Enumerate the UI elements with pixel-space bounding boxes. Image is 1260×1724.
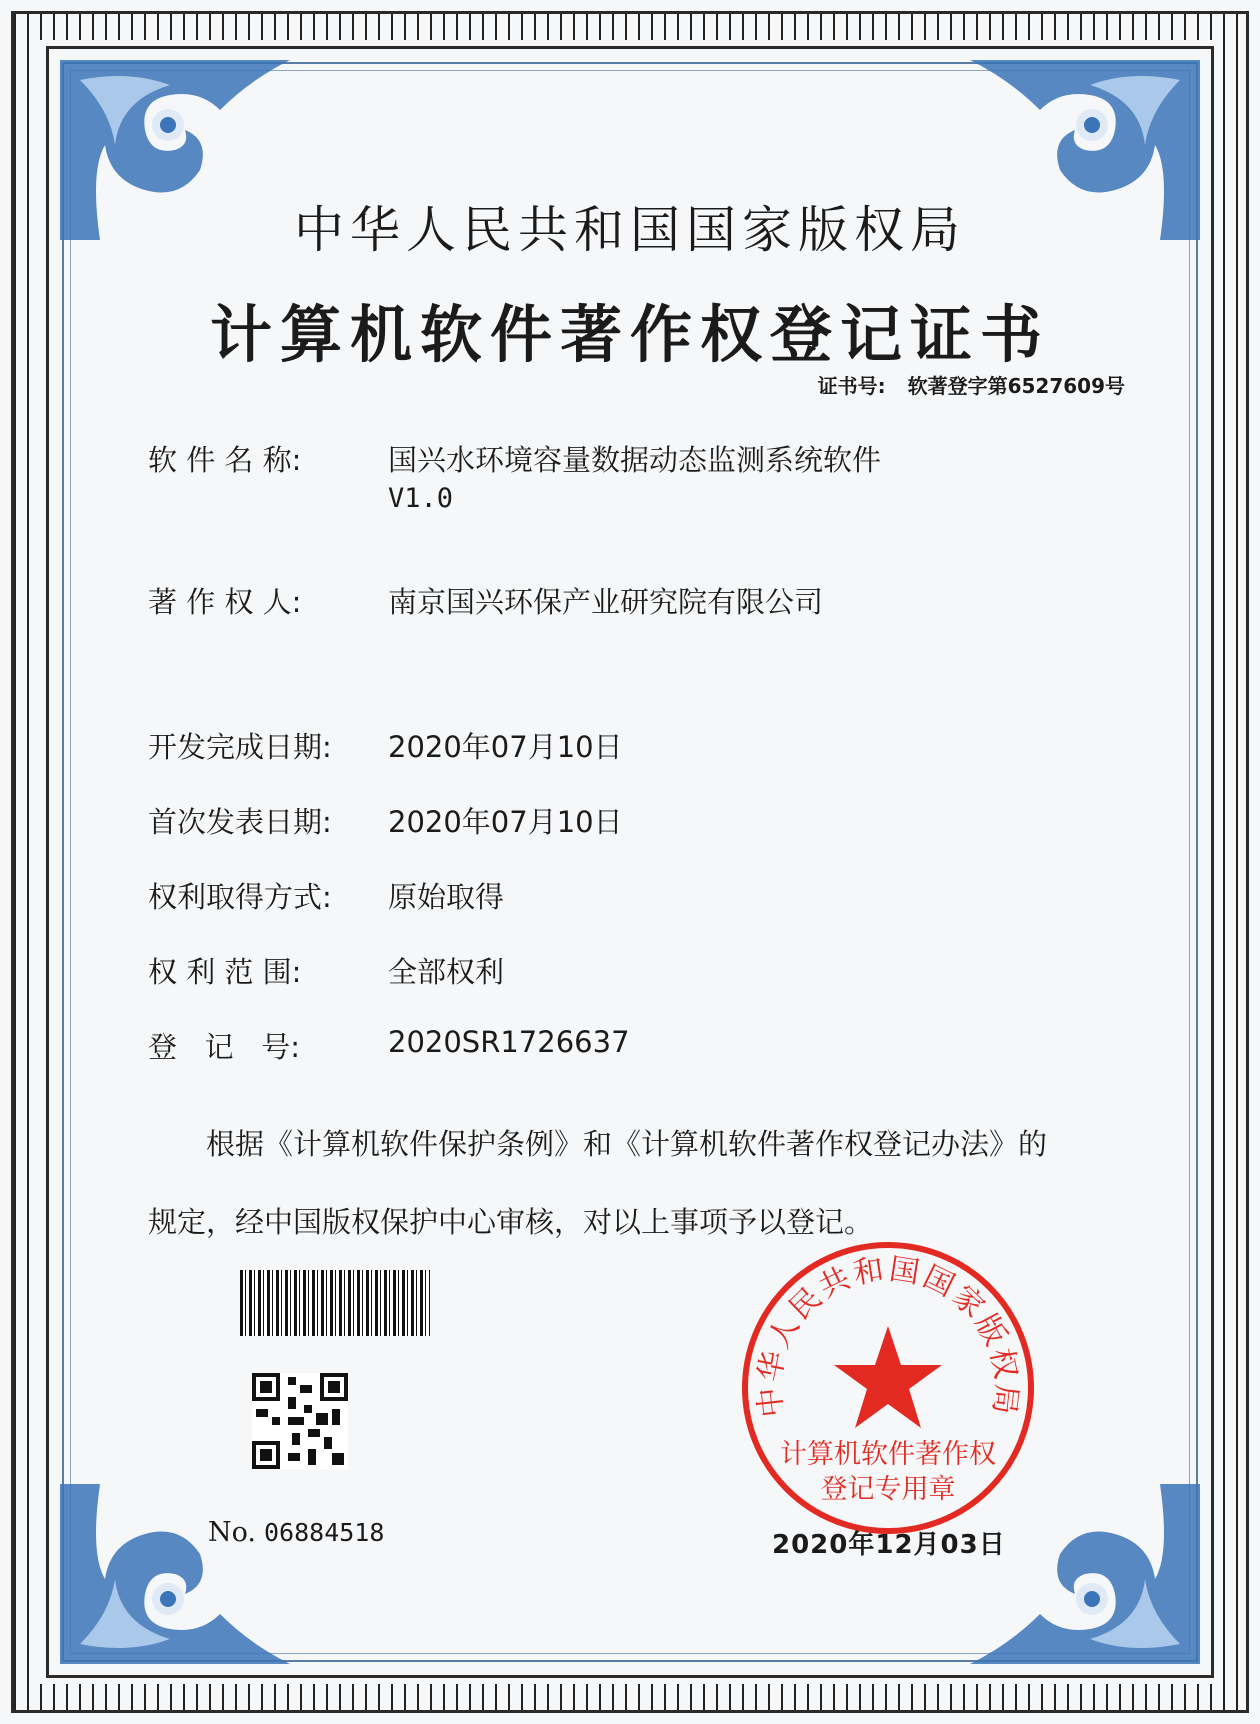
software-name: 国兴水环境容量数据动态监测系统软件 — [388, 443, 882, 477]
serial-prefix: No. — [208, 1517, 256, 1548]
seal-line-2: 登记专用章 — [820, 1474, 956, 1505]
field-value: 2020年07月10日 — [388, 805, 623, 839]
field-value: 2020SR1726637 — [388, 1025, 630, 1059]
field-label: 权 利 范 围: — [148, 955, 302, 989]
field-reg-no — [148, 1025, 630, 1066]
barcode-icon — [240, 1270, 430, 1336]
software-version: V1.0 — [388, 483, 454, 514]
field-label: 软 件 名 称: — [148, 443, 302, 477]
field-value: 2020年07月10日 — [388, 730, 623, 764]
serial-value: 06884518 — [264, 1518, 385, 1547]
field-value: 全部权利 — [388, 955, 505, 989]
field-value: 南京国兴环保产业研究院有限公司 — [388, 585, 824, 619]
official-seal — [738, 1238, 1038, 1538]
certificate-title: 计算机软件著作权登记证书 — [209, 298, 1050, 371]
issuer-title: 中华人民共和国国家版权局 — [294, 201, 966, 259]
statement-line-1: 根据《计算机软件保护条例》和《计算机软件著作权登记办法》的 — [206, 1127, 1048, 1161]
field-label: 登 记 号: — [148, 1030, 301, 1064]
statement-line-2: 规定，经中国版权保护中心审核，对以上事项予以登记。 — [148, 1205, 874, 1239]
field-label: 著 作 权 人: — [148, 585, 302, 619]
field-dev-date — [148, 725, 623, 766]
field-value: 原始取得 — [388, 880, 505, 914]
seal-ring-text: 中华人民共和国国家版权局 — [752, 1251, 1024, 1420]
certificate-number-value: 软著登字第6527609号 — [907, 374, 1125, 398]
corner-ornament-icon — [50, 1474, 300, 1674]
field-scope — [148, 950, 504, 991]
field-software-name — [148, 438, 881, 514]
seal-star-icon — [834, 1326, 942, 1428]
field-pub-date — [148, 800, 623, 841]
field-label: 开发完成日期: — [148, 730, 332, 764]
seal-line-1: 计算机软件著作权 — [780, 1439, 996, 1470]
certificate-number — [818, 370, 1125, 399]
field-label: 权利取得方式: — [148, 880, 332, 914]
field-acquire-method — [148, 875, 504, 916]
qr-code-icon — [252, 1373, 348, 1469]
serial-number — [208, 1517, 384, 1548]
field-label: 首次发表日期: — [148, 805, 332, 839]
field-owner — [148, 580, 823, 621]
field-value — [388, 438, 881, 514]
seal-date: 2020年12月03日 — [772, 1530, 1006, 1560]
certificate-number-label: 证书号: — [817, 374, 886, 398]
